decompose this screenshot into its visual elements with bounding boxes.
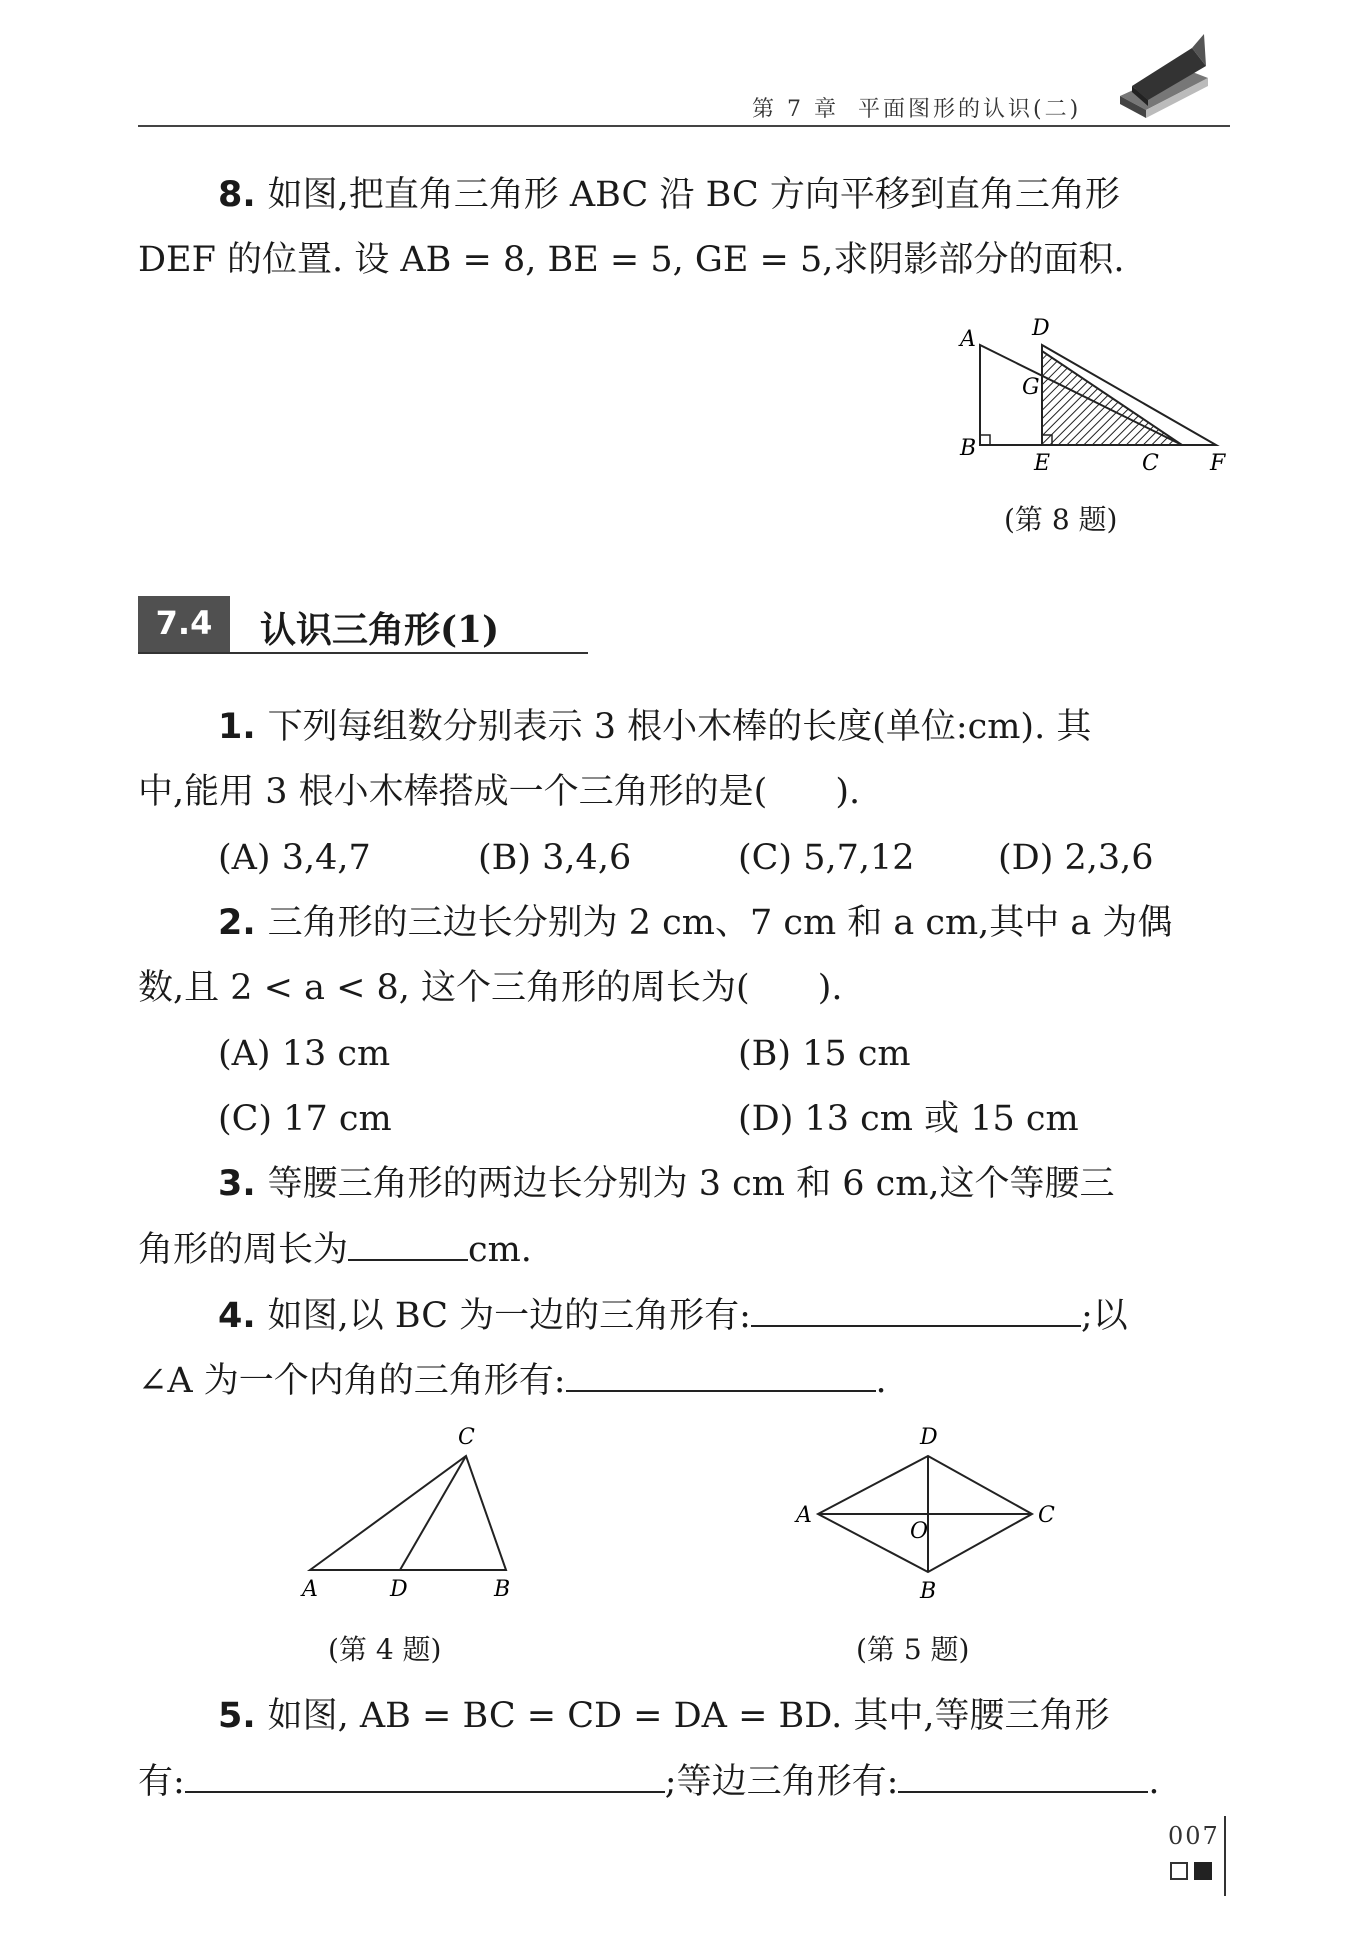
q4-line1: [218, 1293, 1128, 1338]
label-a: A: [796, 1503, 812, 1528]
q5-answer-blank-2[interactable]: [898, 1759, 1148, 1793]
q8-number: 8.: [218, 175, 256, 215]
q4-text-4: .: [875, 1361, 887, 1401]
q4-number: 4.: [218, 1296, 256, 1336]
q1-option-b: (B) 3,4,6: [478, 838, 632, 878]
label-a: A: [302, 1577, 318, 1602]
q4-answer-blank-1[interactable]: [751, 1293, 1081, 1327]
label-d: D: [920, 1425, 938, 1450]
label-o: O: [910, 1519, 929, 1544]
figure-q8: [950, 315, 1240, 480]
caption-q8: (第 8 题): [1004, 503, 1118, 536]
q2-option-d: (D) 13 cm 或 15 cm: [738, 1099, 1079, 1139]
q3-line2: [138, 1227, 532, 1272]
q1-line2: [138, 770, 860, 814]
q1-line1: [218, 705, 1091, 749]
q4-line2: [138, 1358, 887, 1403]
q1-number: 1.: [218, 707, 256, 747]
label-c: C: [1038, 1503, 1055, 1528]
q5-text-1: 如图, AB = BC = CD = DA = BD. 其中,等腰三角形: [267, 1696, 1110, 1736]
q8-text-1: 如图,把直角三角形 ABC 沿 BC 方向平移到直角三角形: [267, 175, 1120, 215]
q2-option-c: (C) 17 cm: [218, 1099, 392, 1139]
q1-option-d: (D) 2,3,6: [998, 838, 1154, 878]
q4-text-2: ;以: [1080, 1296, 1128, 1336]
label-g: G: [1022, 375, 1040, 400]
q3-text-3: cm.: [468, 1230, 532, 1270]
q2-option-b: (B) 15 cm: [738, 1034, 911, 1074]
header-rule: [138, 125, 1230, 127]
label-d: D: [1032, 316, 1050, 341]
page-number: 007: [1168, 1822, 1220, 1850]
q4-answer-blank-2[interactable]: [566, 1358, 876, 1392]
filled-square-icon: [1194, 1862, 1212, 1880]
q5-text-3: ;等边三角形有:: [664, 1762, 899, 1802]
chapter-title: 平面图形的认识(二): [858, 97, 1082, 122]
q1-text-1: 下列每组数分别表示 3 根小木棒的长度(单位:cm). 其: [267, 707, 1092, 747]
q3-number: 3.: [218, 1164, 256, 1204]
q8-line1: [218, 173, 1120, 217]
triangle-abc: [310, 1456, 506, 1570]
q5-text-2: 有:: [138, 1762, 185, 1802]
q4-text-3: ∠A 为一个内角的三角形有:: [138, 1361, 566, 1401]
label-b: B: [960, 436, 977, 461]
book-icon: [1112, 26, 1212, 122]
label-f: F: [1210, 451, 1226, 476]
q4-text-1: 如图,以 BC 为一边的三角形有:: [267, 1296, 751, 1336]
q1-option-c: (C) 5,7,12: [738, 838, 915, 878]
q3-answer-blank[interactable]: [348, 1227, 468, 1261]
q2-text-1: 三角形的三边长分别为 2 cm、7 cm 和 a cm,其中 a 为偶: [267, 903, 1173, 943]
label-c: C: [1142, 451, 1159, 476]
label-b: B: [494, 1577, 511, 1602]
segment-cd: [400, 1456, 466, 1570]
q8-line2: DEF 的位置. 设 AB = 8, BE = 5, GE = 5,求阴影部分的面积.: [138, 240, 1125, 280]
q2-line1: [218, 901, 1172, 945]
q3-text-2: 角形的周长为: [138, 1230, 349, 1270]
q5-line2: [138, 1759, 1160, 1804]
footer-rule: [1224, 1816, 1226, 1896]
label-e: E: [1034, 451, 1051, 476]
section-rule: [138, 652, 588, 654]
q3-line1: [218, 1162, 1115, 1206]
q1-text-2: 中,能用 3 根小木棒搭成一个三角形的是(: [138, 772, 768, 812]
caption-q5: (第 5 题): [856, 1633, 970, 1666]
label-d: D: [390, 1577, 408, 1602]
label-c: C: [458, 1425, 475, 1450]
section-number: 7.4: [138, 596, 230, 652]
q1-option-a: (A) 3,4,7: [218, 838, 371, 878]
q3-text-1: 等腰三角形的两边长分别为 3 cm 和 6 cm,这个等腰三: [267, 1164, 1115, 1204]
empty-square-icon: [1170, 1862, 1188, 1880]
shaded-region: [1042, 351, 1182, 445]
q2-line2: [138, 966, 843, 1010]
section-title: 认识三角形(1): [260, 609, 500, 651]
q5-answer-blank-1[interactable]: [185, 1759, 665, 1793]
q5-line1: [218, 1694, 1109, 1738]
label-a: A: [960, 327, 976, 352]
figure-q5: [780, 1420, 1080, 1605]
figure-q4: [280, 1420, 540, 1605]
label-b: B: [920, 1579, 937, 1604]
caption-q4: (第 4 题): [328, 1633, 442, 1666]
q2-text-3: ).: [817, 968, 843, 1008]
q2-text-2: 数,且 2 < a < 8, 这个三角形的周长为(: [138, 968, 750, 1008]
chapter-number: 第 7 章: [752, 97, 839, 122]
q5-text-4: .: [1148, 1762, 1160, 1802]
q1-text-3: ).: [835, 772, 861, 812]
q2-option-a: (A) 13 cm: [218, 1034, 391, 1074]
q5-number: 5.: [218, 1696, 256, 1736]
q2-number: 2.: [218, 903, 256, 943]
